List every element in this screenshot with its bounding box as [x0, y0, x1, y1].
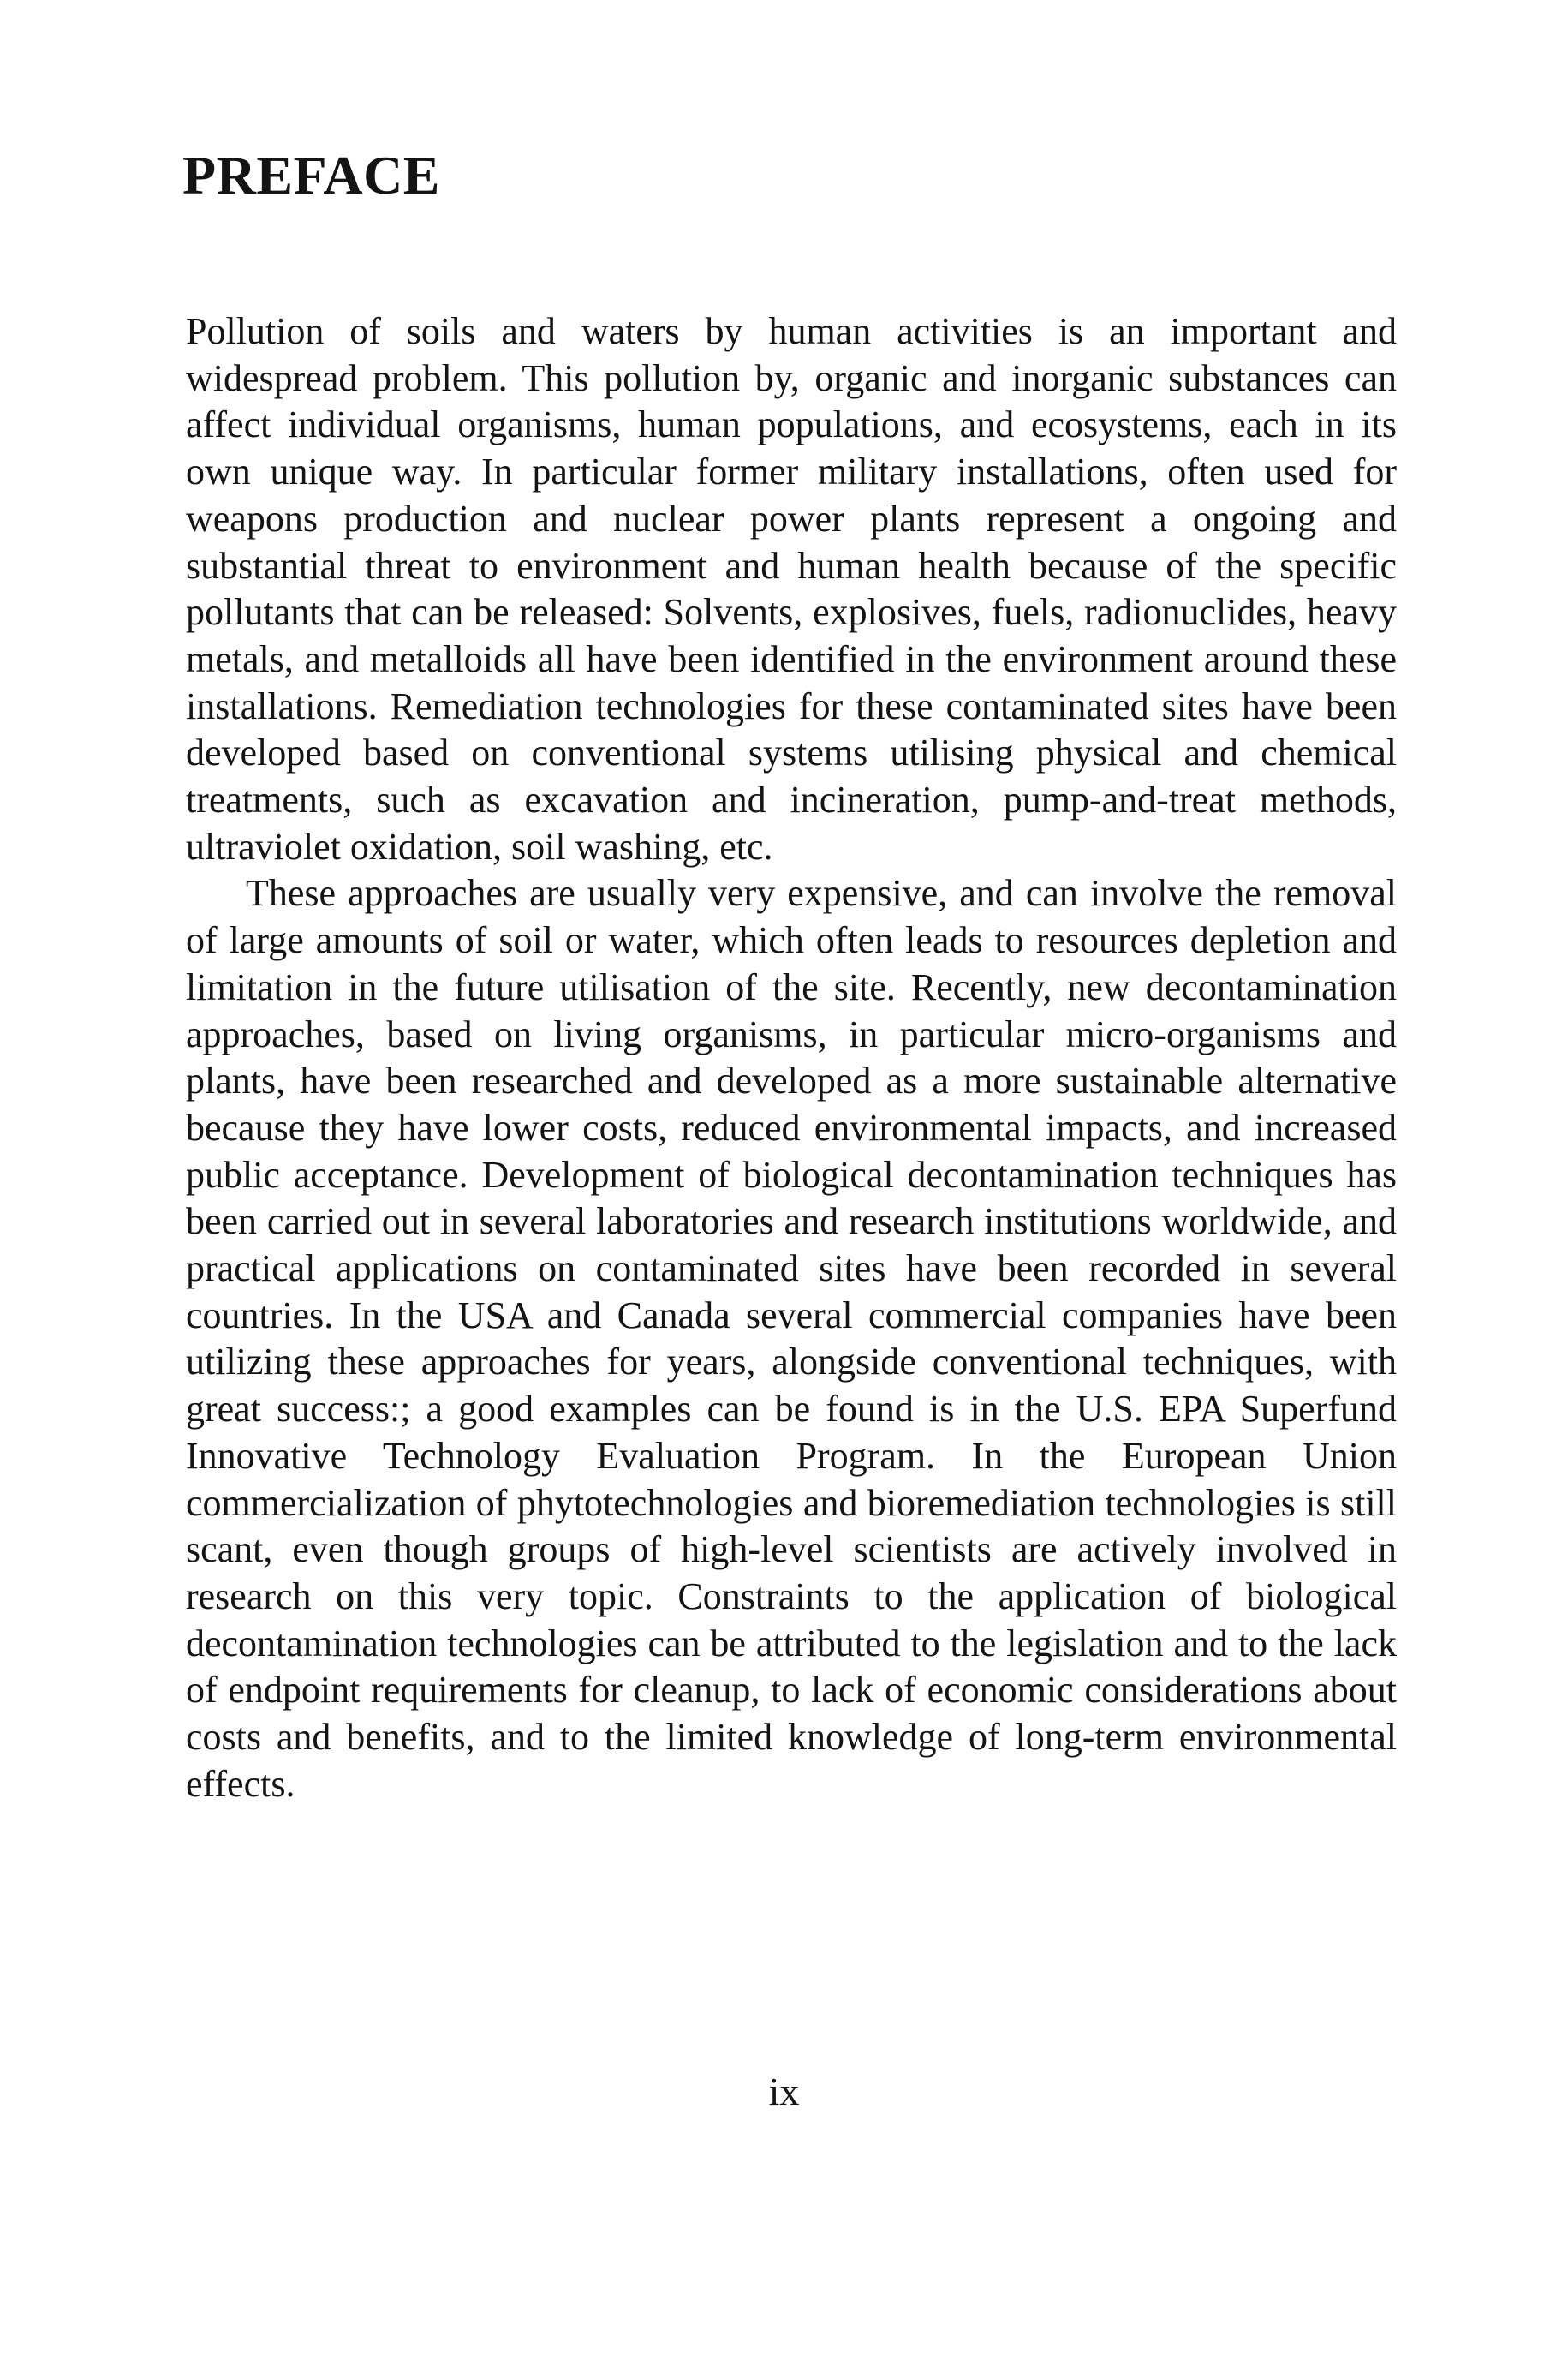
paragraph-2: These approaches are usually very expensive, and can involve the removal of large amounts of soil or water, which often leads to resources depletion and limitation in the future utilisation of the site. Recently, new decontamination approaches, based on living organisms, in particular micro-organisms and plants, have been researched and developed as a more sustainable alternative because they have lower costs, reduced environmental impacts, and increased public acceptance. Development of biological decontamination techniques has been carried out in several laboratories and research institutions worldwide, and practical applications on contaminated sites have been recorded in several countries. In the USA and Canada several commercial companies have been utilizing these approaches for years, alongside conventional techniques, with great success:; a good examples can be found is in the U.S. EPA Superfund Innovative Technology Evaluation Program. In the European Union commercialization of phytotechnologies and bioremediation technologies is still scant, even though groups of high-level scientists are actively involved in research on this very topic. Constraints to the application of biological decontamination technologies can be attributed to the legislation and to the lack of endpoint requirements for cleanup, to lack of economic considerations about costs and benefits, and to the limited knowledge of long-term environmental effects.	[186, 872, 1397, 1805]
body-text	[186, 308, 1397, 1808]
page-number: ix	[768, 2070, 800, 2113]
paragraph-1: Pollution of soils and waters by human activities is an important and widespread problem. This pollution by, organic and inorganic substances can affect individual organisms, human populations, and ecosystems, each in its own unique way. In particular former military installations, often used for weapons production and nuclear power plants represent a ongoing and substantial threat to environment and human health because of the specific pollutants that can be released: Solvents, explosives, fuels, radionuclides, heavy metals, and metalloids all have been identified in the environment around these installations. Remediation technologies for these contaminated sites have been developed based on conventional systems utilising physical and chemical treatments, such as excavation and incineration, pump-and-treat methods, ultraviolet oxidation, soil washing, etc.	[186, 310, 1397, 868]
page-title: PREFACE	[182, 145, 440, 206]
